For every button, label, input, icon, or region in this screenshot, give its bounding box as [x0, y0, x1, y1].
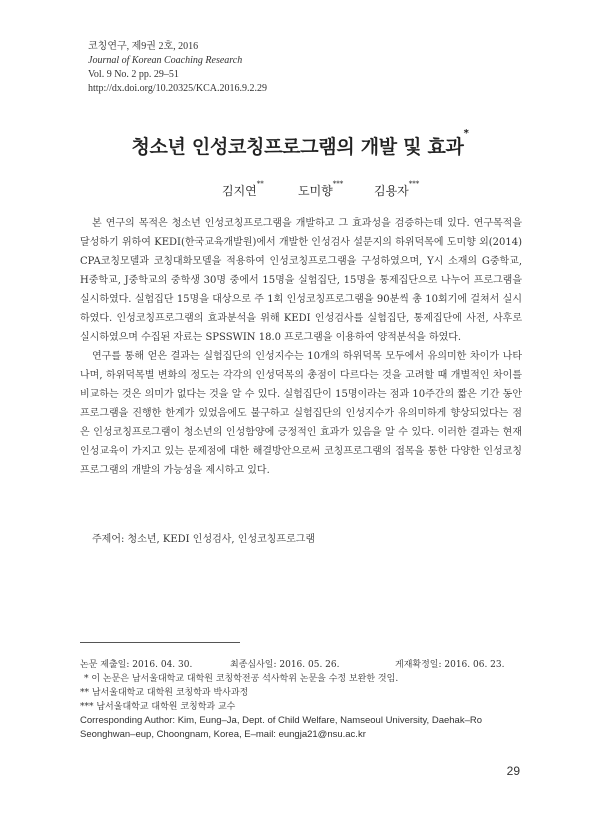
accepted-date: 게재확정일: 2016. 06. 23.: [395, 660, 505, 670]
footnote-1: * 이 논문은 남서울대학교 대학원 코칭학전공 석사학위 논문을 수정 보완한 것임.: [84, 674, 399, 684]
author-name: 김용자: [374, 184, 409, 198]
reviewed-date: 최종심사일: 2016. 05. 26.: [230, 660, 340, 670]
author-mark: **: [256, 180, 264, 188]
volume-pages: Vol. 9 No. 2 pp. 29–51: [88, 69, 179, 80]
footnote-2: ** 남서울대학교 대학원 코칭학과 박사과정: [80, 688, 249, 698]
submission-dates: [80, 658, 532, 672]
author-1: [222, 182, 264, 199]
corresponding-author: Corresponding Author: Kim, Eung–Ja, Dept. of Child Welfare, Namseoul University, Daehak–Ro Seonghwan–eup, Choongnam, Korea, E–mail: eungja21@nsu.ac.kr: [80, 715, 483, 740]
author-mark: ***: [408, 180, 420, 188]
paper-title: [0, 128, 600, 159]
abstract: [80, 214, 522, 480]
author-2: [298, 182, 343, 199]
footnote-divider: [80, 642, 240, 643]
received-date: 논문 제출일: 2016. 04. 30.: [80, 660, 193, 670]
author-3: [374, 182, 419, 199]
footnotes: [80, 658, 532, 742]
keywords: 주제어: 청소년, KEDI 인성검사, 인성코칭프로그램: [92, 534, 316, 545]
author-name: 김지연: [222, 184, 257, 198]
footnote-3: *** 남서울대학교 대학원 코칭학과 교수: [80, 702, 236, 712]
author-name: 도미향: [298, 184, 333, 198]
page-number: 29: [506, 764, 520, 778]
journal-header: [88, 40, 267, 96]
paper-title-text: 청소년 인성코칭프로그램의 개발 및 효과: [131, 136, 464, 158]
abstract-paragraph-2: 연구를 통해 얻은 결과는 실험집단의 인성지수는 10개의 하위덕목 모두에서 유의미한 차이가 나타나며, 하위덕목별 변화의 정도는 각각의 인성덕목의 총점이 다르다는 것을 고려할 때 개별적인 차이를 비교하는 것은 의미가 없다는 것을 알 수 있다. 실험집단이 15명이라는 점과 10주간의 짧은 기간 동안 프로그램을 진행한 한계가 있었음에도 불구하고 실험집단의 인성지수가 유의미하게 향상되었다는 점은 인성코칭프로그램이 청소년의 인성함양에 긍정적인 효과가 있음을 알 수 있다. 이러한 결과는 현재 인성교육이 가지고 있는 문제점에 대한 해결방안으로써 코칭프로그램의 접목을 통한 다양한 인성코칭프로그램의 개발의 가능성을 제시하고 있다.: [80, 351, 522, 476]
doi-link[interactable]: http://dx.doi.org/10.20325/KCA.2016.9.2.29: [88, 83, 267, 94]
title-footnote-mark: *: [463, 128, 469, 139]
author-mark: ***: [332, 180, 344, 188]
journal-issue-line: 코칭연구, 제9권 2호, 2016: [88, 41, 199, 52]
journal-name: Journal of Korean Coaching Research: [88, 55, 243, 66]
abstract-paragraph-1: 본 연구의 목적은 청소년 인성코칭프로그램을 개발하고 그 효과성을 검증하는데 있다. 연구목적을 달성하기 위하여 KEDI(한국교육개발원)에서 개발한 인성검사 설문지의 하위덕목에 도미향 외(2014) CPA코칭모델과 코칭대화모델을 적용하여 인성코칭프로그램을 구성하였으며, Y시 소재의 G중학교, H중학교, J중학교의 중학생 30명 중에서 15명을 실험집단, 15명을 통제집단으로 나누어 프로그램을 실시하였다. 실험집단 15명을 대상으로 주 1회 인성코칭프로그램을 90분씩 총 10회기에 걸쳐서 실시하였다. 인성코칭프로그램의 효과분석을 위해 KEDI 인성검사를 실험집단, 통제집단에 사전, 사후로 실시하였으며 수집된 자료는 SPSSWIN 18.0 프로그램을 이용하여 양적분석을 하였다.: [80, 218, 522, 343]
